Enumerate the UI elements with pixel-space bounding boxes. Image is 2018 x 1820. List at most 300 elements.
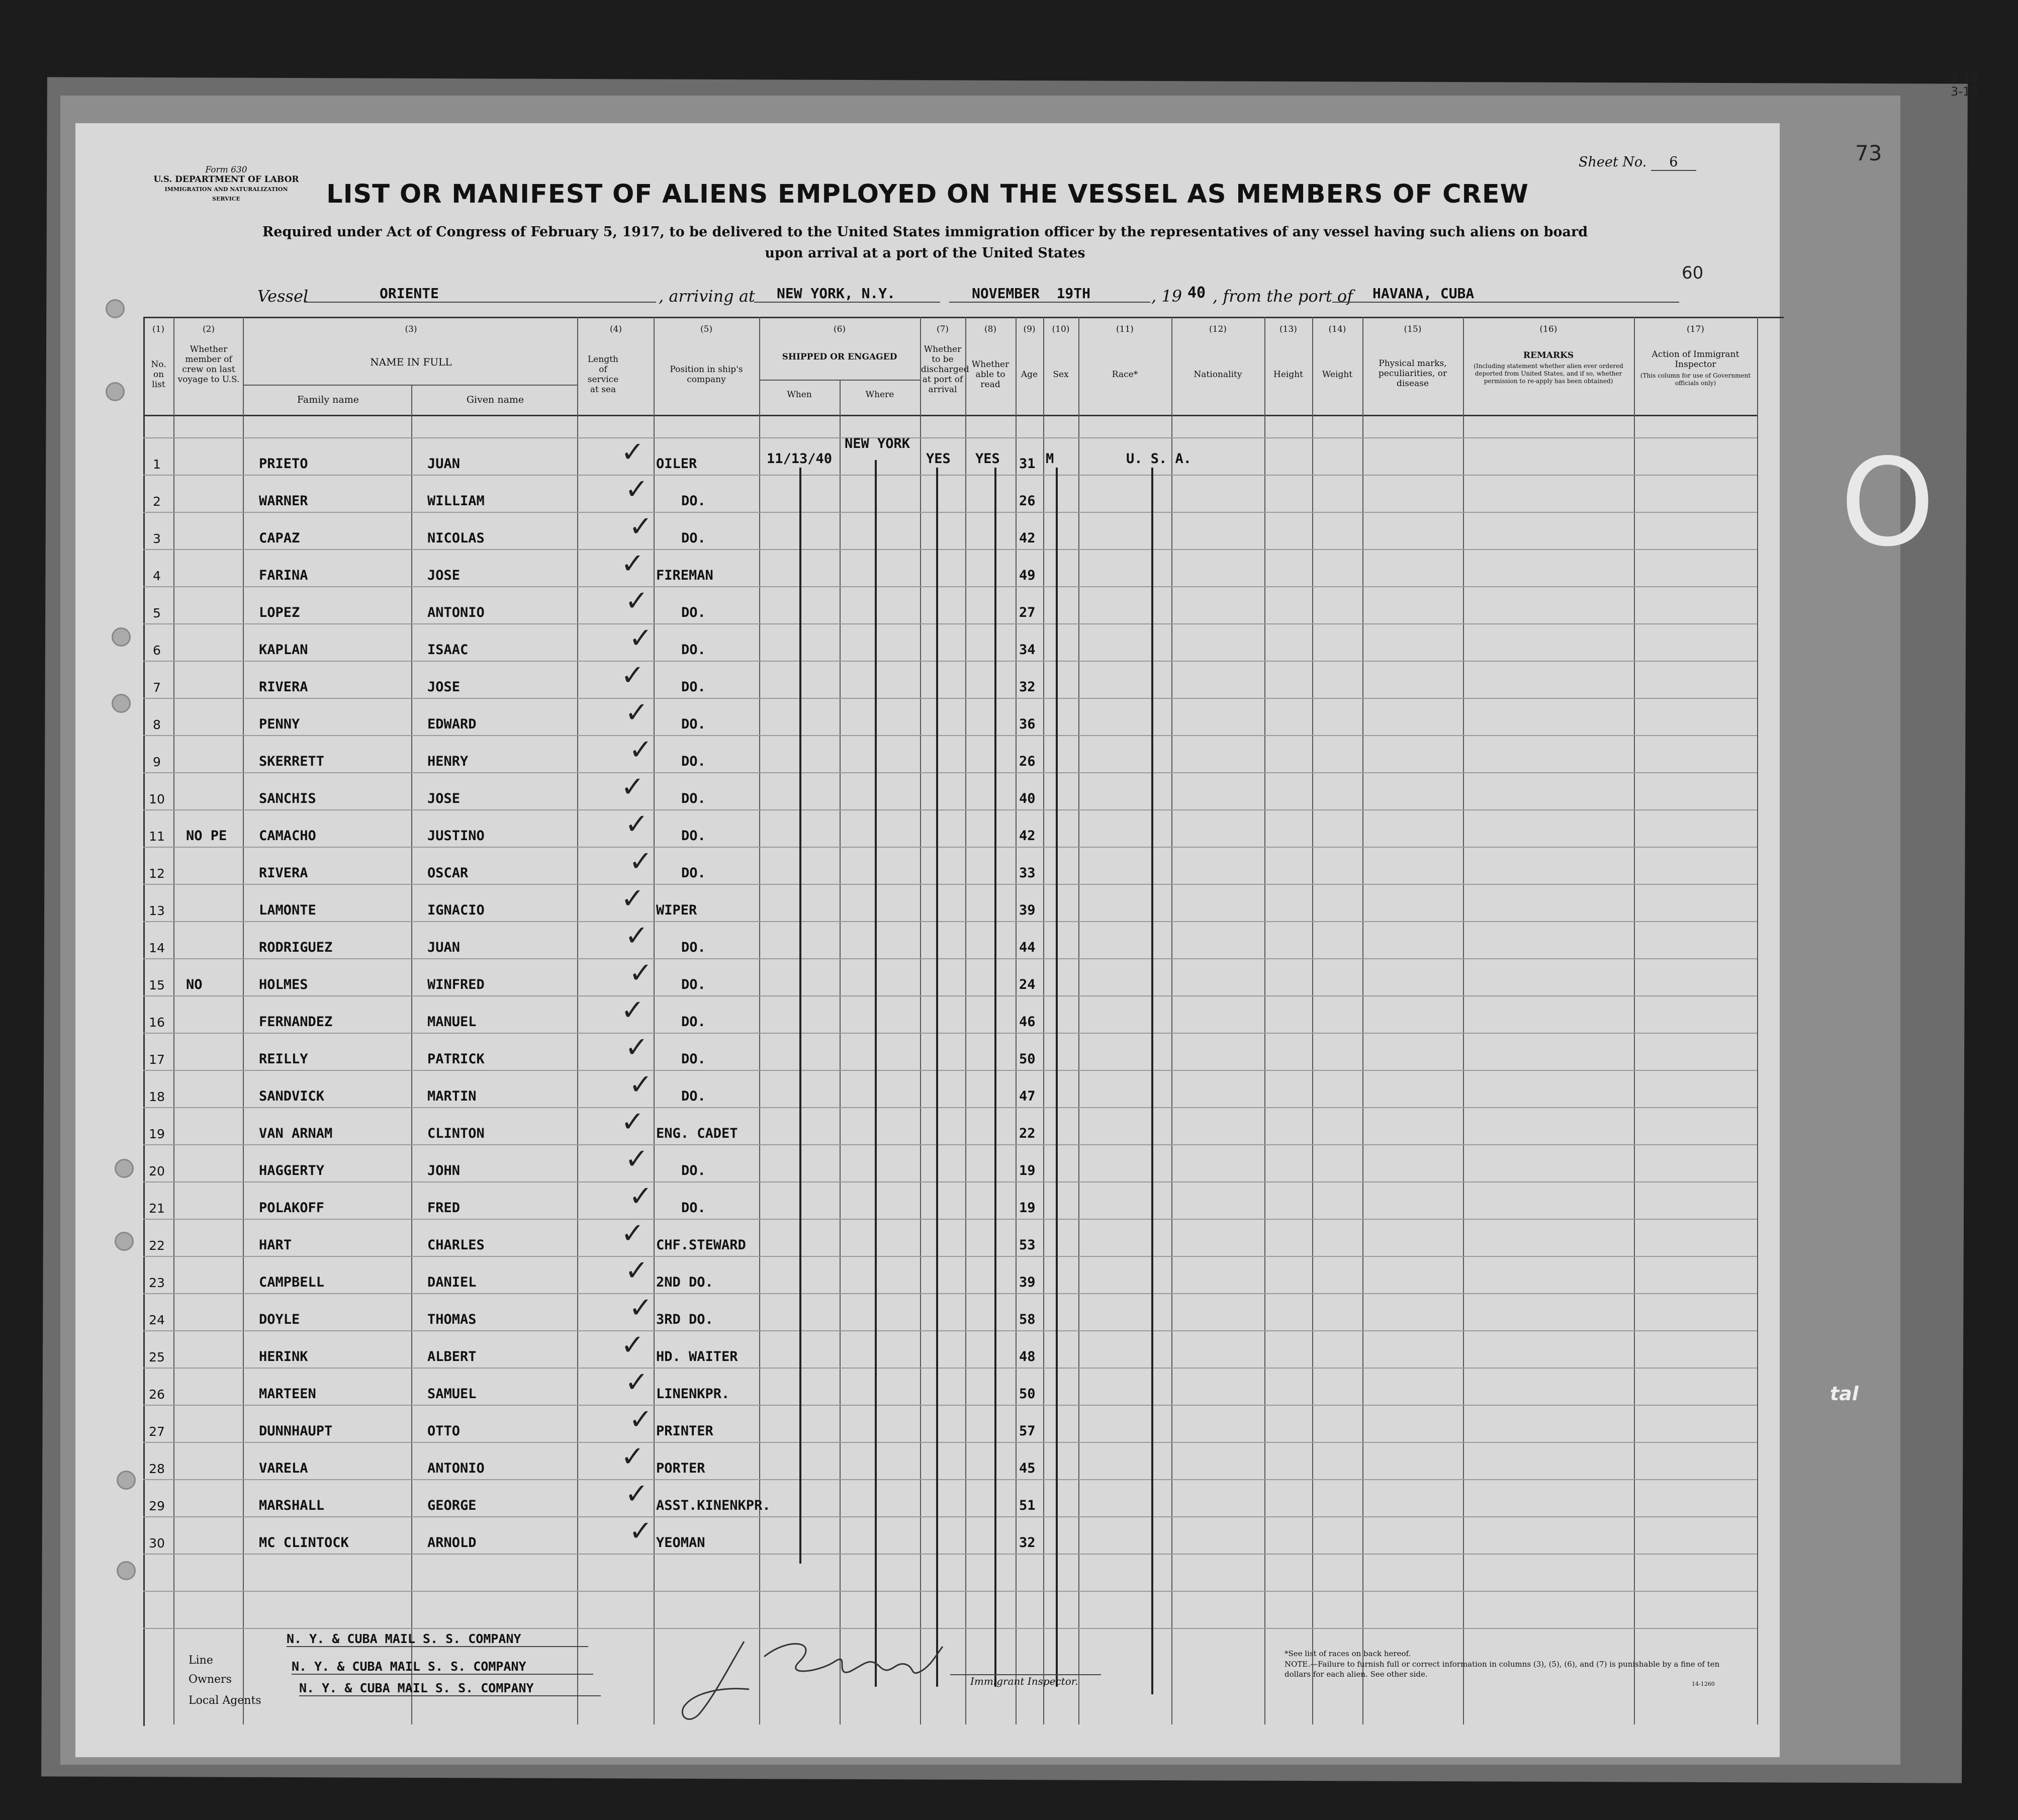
row-line [143, 437, 1757, 438]
position: CHF.STEWARD [656, 1237, 746, 1253]
col-7-num: (7) [936, 324, 949, 334]
col-17-note: (This column for use of Government officials only) [1640, 372, 1751, 387]
family-name-header: Family name [297, 394, 359, 405]
last-voyage: NO [186, 977, 203, 992]
col-11-header: Race* [1112, 370, 1138, 380]
position: YEOMAN [656, 1535, 705, 1551]
owners-label: Owners [189, 1673, 232, 1686]
family-name: DUNNHAUPT [259, 1423, 333, 1439]
row-number: 28 [149, 1462, 165, 1476]
nationality-value: U. S. A. [1126, 451, 1192, 467]
col-8-header: Whether able to read [971, 359, 1010, 390]
position: DO. [681, 754, 706, 769]
row-number: 24 [149, 1313, 165, 1327]
given-name: WINFRED [427, 977, 485, 992]
row-line [143, 958, 1757, 959]
position: DO. [681, 1200, 706, 1216]
check-mark-icon: ✓ [621, 436, 645, 469]
col-13-num: (13) [1279, 324, 1297, 334]
sheet-label: Sheet No. [1579, 154, 1647, 170]
row-line [143, 1591, 1757, 1592]
age: 26 [1019, 754, 1036, 769]
family-name: RIVERA [259, 679, 308, 695]
age: 53 [1019, 1237, 1036, 1253]
given-name: WILLIAM [427, 493, 485, 509]
family-name: DOYLE [259, 1312, 300, 1327]
check-mark-icon: ✓ [625, 1031, 649, 1064]
given-name: GEORGE [427, 1498, 477, 1513]
age: 45 [1019, 1461, 1036, 1476]
given-name: ANTONIO [427, 605, 485, 620]
form-number: Form 630 [205, 165, 247, 175]
row-number: 25 [149, 1350, 165, 1364]
vline-15 [1463, 317, 1464, 1724]
check-mark-icon: ✓ [621, 1217, 645, 1250]
row-line [143, 698, 1757, 699]
punch-hole [106, 382, 125, 401]
year-prefix: , 19 [1151, 287, 1182, 306]
races-note: *See list of races on back hereof. [1285, 1649, 1411, 1658]
family-name: LOPEZ [259, 605, 300, 620]
col-5-num: (5) [700, 324, 713, 334]
row-line [143, 847, 1757, 848]
manifest-sheet [75, 123, 1780, 1757]
position: FIREMAN [656, 568, 713, 583]
position: ASST.KINENKPR. [656, 1498, 771, 1513]
given-name: CLINTON [427, 1126, 485, 1141]
page-number: 73 [1855, 141, 1882, 165]
row-line [143, 475, 1757, 476]
row-number: 5 [153, 606, 161, 620]
able-to-read-value: YES [975, 451, 1000, 467]
check-mark-icon: ✓ [621, 771, 645, 803]
family-name: MARSHALL [259, 1498, 325, 1513]
row-number: 11 [149, 829, 165, 844]
position: DO. [681, 1014, 706, 1030]
row-number: 9 [153, 755, 161, 769]
position: HD. WAITER [656, 1349, 738, 1364]
vline-10 [1078, 317, 1079, 1724]
col-12-num: (12) [1209, 324, 1227, 334]
row-number: 14 [149, 941, 165, 955]
col-1-num: (1) [152, 324, 165, 334]
check-mark-icon: ✓ [629, 1292, 653, 1324]
row-line [143, 1293, 1757, 1294]
row-number: 16 [149, 1015, 165, 1030]
ditto-where [875, 460, 877, 1687]
ditto-when [799, 468, 801, 1564]
punch-hole [115, 1159, 134, 1178]
family-name: PENNY [259, 716, 300, 732]
vline-9 [1043, 317, 1044, 1724]
family-name: CAMPBELL [259, 1275, 325, 1290]
row-number: 27 [149, 1424, 165, 1439]
family-name: FARINA [259, 568, 308, 583]
row-line [143, 921, 1757, 922]
col-2-header: Whether member of crew on last voyage to U.S. [177, 344, 240, 385]
row-number: 18 [149, 1089, 165, 1104]
check-mark-icon: ✓ [629, 1403, 653, 1436]
check-mark-icon: ✓ [625, 1478, 649, 1510]
col-16-note: (Including statement whether alien ever ordered deported from United States, and if so, whether permission to re-apply has been obtained) [1474, 362, 1623, 385]
punch-hole [115, 1232, 134, 1251]
row-line [143, 1181, 1757, 1182]
age: 27 [1019, 605, 1036, 620]
position: DO. [681, 940, 706, 955]
position: PORTER [656, 1461, 705, 1476]
given-name: ALBERT [427, 1349, 477, 1364]
col-14-num: (14) [1328, 324, 1346, 334]
row-line [143, 735, 1757, 736]
row-line [143, 1070, 1757, 1071]
last-voyage: NO PE [186, 828, 227, 844]
position: DO. [681, 1163, 706, 1178]
check-mark-icon: ✓ [629, 510, 653, 543]
family-name: CAMACHO [259, 828, 316, 844]
col-12-header: Nationality [1194, 370, 1242, 380]
row-line [143, 1516, 1757, 1517]
row-number: 3 [153, 531, 161, 546]
age: 58 [1019, 1312, 1036, 1327]
stamp-fragment: tal [1830, 1383, 1859, 1405]
age: 26 [1019, 493, 1036, 509]
col-4-header: Length of service at sea [587, 354, 619, 395]
row-line [143, 1219, 1757, 1220]
family-name: LAMONTE [259, 902, 316, 918]
punch-hole [117, 1471, 136, 1490]
ditto-read [994, 468, 996, 1687]
age: 22 [1019, 1126, 1036, 1141]
row-line [143, 809, 1757, 810]
row-number: 20 [149, 1164, 165, 1178]
vessel-label: Vessel [257, 287, 309, 306]
age: 48 [1019, 1349, 1036, 1364]
age: 50 [1019, 1386, 1036, 1402]
row-number: 21 [149, 1201, 165, 1216]
owners-value: N. Y. & CUBA MAIL S. S. COMPANY [292, 1659, 593, 1675]
circled-mark: O [1840, 432, 1935, 573]
family-name: POLAKOFF [259, 1200, 325, 1216]
family-name: MC CLINTOCK [259, 1535, 349, 1551]
col-11-num: (11) [1116, 324, 1134, 334]
col-13-header: Height [1273, 370, 1303, 380]
family-name: HAGGERTY [259, 1163, 325, 1178]
col-1-header: No. on list [151, 359, 166, 390]
given-name: JOSE [427, 679, 461, 695]
col-9-num: (9) [1023, 324, 1036, 334]
row-line [143, 661, 1757, 662]
punch-hole [106, 299, 125, 318]
family-name: SANCHIS [259, 791, 316, 806]
vline-1 [173, 317, 174, 1724]
position: WIPER [656, 902, 697, 918]
age: 57 [1019, 1423, 1036, 1439]
row-number: 29 [149, 1499, 165, 1513]
punch-hole [117, 1561, 136, 1580]
row-line [143, 1144, 1757, 1145]
age: 51 [1019, 1498, 1036, 1513]
year-suffix: 40 [1187, 284, 1206, 302]
family-name: SKERRETT [259, 754, 325, 769]
col-3-num: (3) [405, 324, 417, 334]
shipped-when: 11/13/40 [767, 451, 833, 467]
punch-hole [112, 694, 131, 713]
sheet-number: 6 [1651, 154, 1696, 171]
vline-7 [965, 317, 966, 1724]
age: 33 [1019, 865, 1036, 881]
position: DO. [681, 642, 706, 658]
age: 47 [1019, 1088, 1036, 1104]
col-10-header: Sex [1053, 370, 1069, 380]
row-number: 13 [149, 903, 165, 918]
given-name: OTTO [427, 1423, 461, 1439]
row-line [143, 995, 1757, 996]
family-name: MARTEEN [259, 1386, 316, 1402]
position: DO. [681, 605, 706, 620]
check-mark-icon: ✓ [621, 548, 645, 580]
family-name: PRIETO [259, 456, 308, 472]
row-number: 22 [149, 1238, 165, 1253]
given-name: CHARLES [427, 1237, 485, 1253]
position: ENG. CADET [656, 1126, 738, 1141]
col-10-num: (10) [1052, 324, 1070, 334]
position: DO. [681, 977, 706, 992]
position: 3RD DO. [656, 1312, 713, 1327]
age: 24 [1019, 977, 1036, 992]
given-name: ISAAC [427, 642, 469, 658]
service: IMMIGRATION AND NATURALIZATION SERVICE [164, 186, 288, 202]
position: PRINTER [656, 1423, 713, 1439]
check-mark-icon: ✓ [621, 882, 645, 915]
check-mark-icon: ✓ [625, 1143, 649, 1175]
given-name: ANTONIO [427, 1461, 485, 1476]
row-number: 8 [153, 717, 161, 732]
when-header: When [787, 390, 812, 400]
vline-2 [243, 317, 244, 1724]
from-label: , from the port of [1213, 287, 1353, 306]
row-number: 19 [149, 1127, 165, 1141]
vline-14 [1362, 317, 1363, 1724]
age: 31 [1019, 456, 1036, 472]
check-mark-icon: ✓ [629, 622, 653, 655]
given-name: JOSE [427, 791, 461, 806]
ditto-nationality [1151, 468, 1153, 1694]
col-7-header: Whether to be discharged at port of arrival [921, 344, 969, 395]
position: DO. [681, 828, 706, 844]
row-number: 7 [153, 680, 161, 695]
position: DO. [681, 530, 706, 546]
col-3-header: NAME IN FULL [370, 356, 452, 368]
col-2-num: (2) [202, 324, 215, 334]
family-name: KAPLAN [259, 642, 308, 658]
position: DO. [681, 1088, 706, 1104]
row-line [143, 1405, 1757, 1406]
col-17-header: Action of Immigrant Inspector [1652, 349, 1739, 370]
given-name: EDWARD [427, 716, 477, 732]
given-name: JUSTINO [427, 828, 485, 844]
check-mark-icon: ✓ [625, 585, 649, 617]
check-mark-icon: ✓ [621, 659, 645, 692]
col-6-header: SHIPPED OR ENGAGED [782, 352, 897, 362]
family-name: VARELA [259, 1461, 308, 1476]
vline-6a [840, 380, 841, 1724]
check-mark-icon: ✓ [621, 1106, 645, 1138]
row-number: 2 [153, 494, 161, 509]
vline-3 [577, 317, 578, 1724]
check-mark-icon: ✓ [625, 920, 649, 952]
row-number: 23 [149, 1276, 165, 1290]
row-line [143, 884, 1757, 885]
col-6-num: (6) [833, 324, 846, 334]
ditto-discharged [936, 468, 938, 1687]
form-subtitle: Required under Act of Congress of February 5, 1917, to be delivered to the United States immigration officer by the representatives of any vessel having such aliens on board upon arrival at a port of the United States [262, 224, 1588, 261]
from-port: HAVANA, CUBA [1332, 285, 1679, 303]
given-name: FRED [427, 1200, 461, 1216]
agents-label: Local Agents [189, 1694, 261, 1707]
form-title: LIST OR MANIFEST OF ALIENS EMPLOYED ON THE VESSEL AS MEMBERS OF CREW [326, 179, 1529, 209]
check-mark-icon: ✓ [621, 1329, 645, 1361]
col-8-num: (8) [984, 324, 997, 334]
col-15-num: (15) [1404, 324, 1422, 334]
col-15-header: Physical marks, peculiarities, or disease [1378, 358, 1447, 389]
family-name: HERINK [259, 1349, 308, 1364]
vline-5 [759, 317, 760, 1724]
given-name-header: Given name [466, 394, 524, 405]
row-line [143, 1368, 1757, 1369]
vline-3a [411, 385, 412, 1724]
penalty-note: NOTE.—Failure to furnish full or correct information in columns (3), (5), (6), and (7) is punishable by a fine of ten dollars for each alien. See other side. [1285, 1660, 1720, 1679]
given-name: JOHN [427, 1163, 461, 1178]
row-number: 1 [153, 457, 161, 472]
discharged-value: YES [926, 451, 951, 467]
check-mark-icon: ✓ [621, 994, 645, 1027]
row-number: 30 [149, 1536, 165, 1551]
position: DO. [681, 865, 706, 881]
corner-pencil-note: 9-13 3-13 [1951, 70, 1978, 99]
vline-4 [654, 317, 655, 1724]
age: 40 [1019, 791, 1036, 806]
row-line [143, 586, 1757, 587]
check-mark-icon: ✓ [625, 473, 649, 506]
check-mark-icon: ✓ [629, 1068, 653, 1101]
check-mark-icon: ✓ [625, 1366, 649, 1399]
given-name: NICOLAS [427, 530, 485, 546]
row-number: 6 [153, 643, 161, 658]
row-number: 26 [149, 1387, 165, 1402]
family-name: HOLMES [259, 977, 308, 992]
row-number: 10 [149, 792, 165, 806]
row-line [143, 1107, 1757, 1108]
row-line [143, 1479, 1757, 1480]
check-mark-icon: ✓ [629, 845, 653, 878]
row-line [143, 1554, 1757, 1555]
inspector-signature [669, 1626, 990, 1727]
given-name: JUAN [427, 456, 461, 472]
row-line [143, 1256, 1757, 1257]
family-name: SANDVICK [259, 1088, 325, 1104]
position: 2ND DO. [656, 1275, 713, 1290]
row-number: 12 [149, 866, 165, 881]
col-16-header: REMARKS [1523, 350, 1574, 360]
position: OILER [656, 456, 697, 472]
age: 39 [1019, 902, 1036, 918]
vline-11 [1171, 317, 1172, 1724]
row-number: 15 [149, 978, 165, 992]
age: 32 [1019, 679, 1036, 695]
age: 19 [1019, 1163, 1036, 1178]
vessel-name: ORIENTE [304, 285, 656, 303]
row-line [143, 772, 1757, 773]
ditto-sex [1056, 468, 1058, 1687]
department: U.S. DEPARTMENT OF LABOR [153, 174, 299, 185]
col-14-header: Weight [1322, 370, 1353, 380]
family-name: RIVERA [259, 865, 308, 881]
given-name: THOMAS [427, 1312, 477, 1327]
family-name: HART [259, 1237, 292, 1253]
check-mark-icon: ✓ [629, 1515, 653, 1548]
age: 42 [1019, 828, 1036, 844]
position: DO. [681, 716, 706, 732]
vline-17 [1757, 317, 1758, 1724]
count-annotation: 60 [1682, 263, 1704, 283]
row-line [143, 1330, 1757, 1331]
col-5-header: Position in ship's company [670, 365, 743, 385]
given-name: SAMUEL [427, 1386, 477, 1402]
col-16-num: (16) [1539, 324, 1557, 334]
given-name: JOSE [427, 568, 461, 583]
given-name: DANIEL [427, 1275, 477, 1290]
given-name: HENRY [427, 754, 469, 769]
row-line [143, 1033, 1757, 1034]
check-mark-icon: ✓ [625, 696, 649, 729]
check-mark-icon: ✓ [625, 1254, 649, 1287]
line-company: N. Y. & CUBA MAIL S. S. COMPANY [287, 1631, 588, 1647]
row-line [143, 623, 1757, 624]
given-name: MANUEL [427, 1014, 477, 1030]
arriving-port: NEW YORK, N.Y. [754, 285, 940, 303]
vline-13 [1312, 317, 1313, 1724]
age: 39 [1019, 1275, 1036, 1290]
family-name: VAN ARNAM [259, 1126, 333, 1141]
given-name: OSCAR [427, 865, 469, 881]
position: DO. [681, 1051, 706, 1067]
position: DO. [681, 791, 706, 806]
line-label: Line [189, 1654, 213, 1667]
age: 44 [1019, 940, 1036, 955]
arriving-label: , arriving at [659, 287, 755, 306]
check-mark-icon: ✓ [621, 1440, 645, 1473]
family-name: WARNER [259, 493, 308, 509]
vline-16 [1634, 317, 1635, 1724]
vline-6 [920, 317, 921, 1724]
col-4-num: (4) [609, 324, 622, 334]
inspector-label: Immigrant Inspector. [950, 1674, 1101, 1687]
row-line [143, 512, 1757, 513]
row-number: 17 [149, 1052, 165, 1067]
age: 36 [1019, 716, 1036, 732]
arrival-date: NOVEMBER 19TH [949, 285, 1150, 303]
age: 46 [1019, 1014, 1036, 1030]
given-name: PATRICK [427, 1051, 485, 1067]
punch-hole [112, 627, 131, 647]
family-name: RODRIGUEZ [259, 940, 333, 955]
position: LINENKPR. [656, 1386, 730, 1402]
age: 49 [1019, 568, 1036, 583]
shipped-where: NEW YORK [845, 436, 910, 451]
age: 42 [1019, 530, 1036, 546]
where-header: Where [865, 390, 894, 400]
given-name: ARNOLD [427, 1535, 477, 1551]
